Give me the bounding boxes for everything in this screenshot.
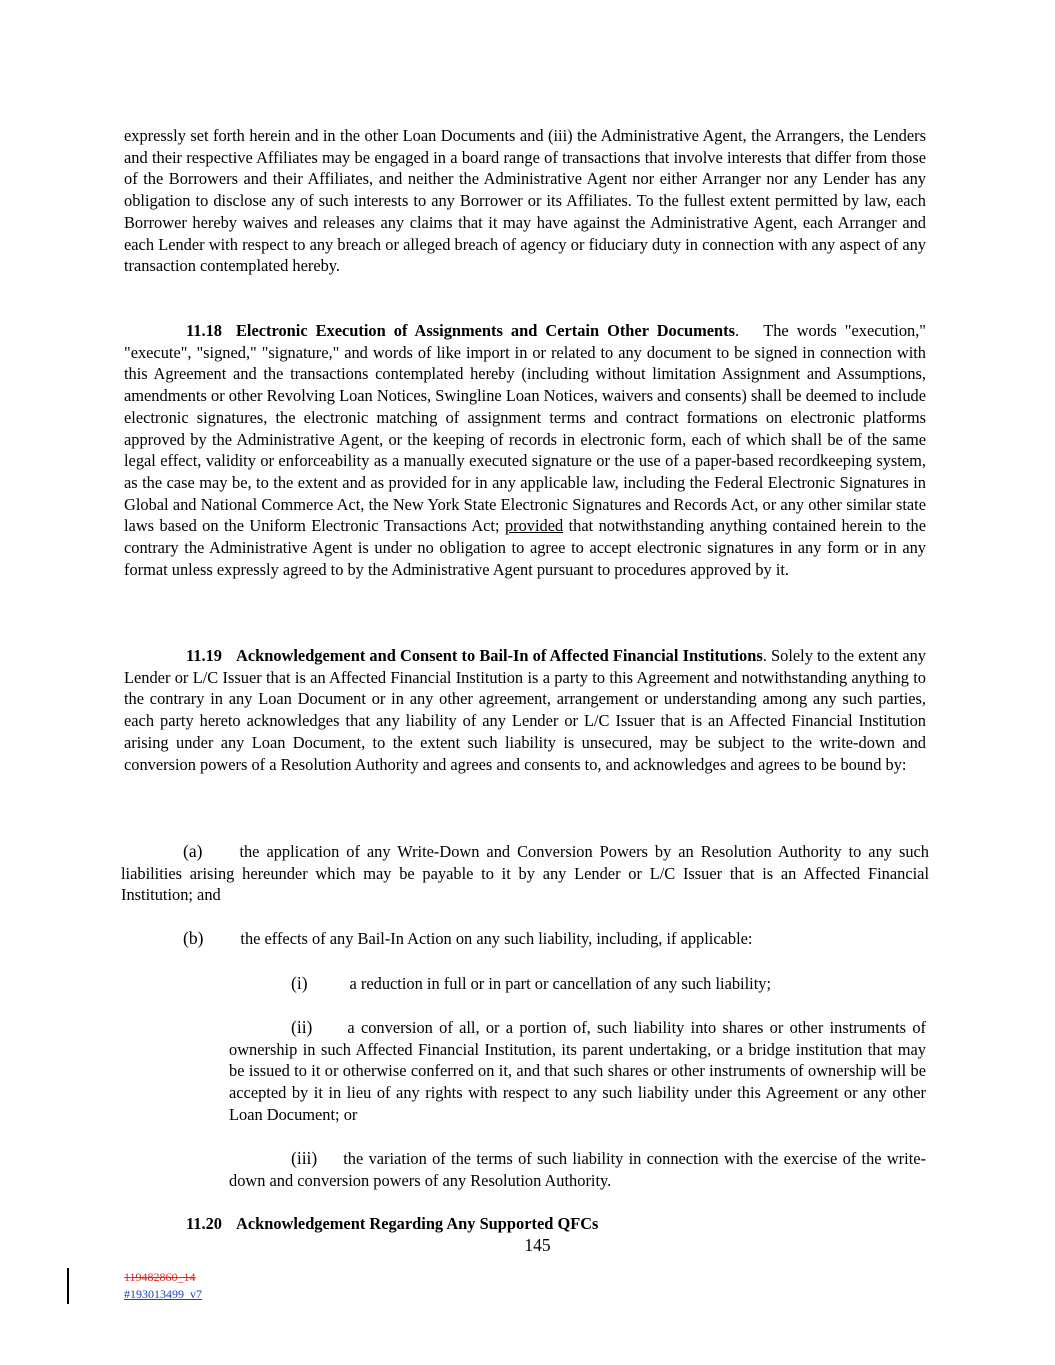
provided-term: provided	[504, 516, 564, 536]
item-b-text: the effects of any Bail-In Action on any such liability, including, if applicable:	[240, 929, 753, 948]
section-11-19	[124, 645, 926, 775]
item-i-text: a reduction in full or in part or cancellation of any such liability;	[349, 974, 772, 993]
section-11-19-number: 11.19	[186, 646, 222, 665]
section-11-18-text-after: that notwithstanding anything contained herein to the contrary the Administrative Agent is under no obligation to agree to accept electronic signatures in any form or in any format unless expressly agreed to by the Administrative Agent pursuant to procedures approved by it.	[124, 516, 927, 579]
section-11-20	[186, 1213, 598, 1235]
item-iii	[229, 1148, 926, 1191]
continuation-paragraph	[124, 125, 926, 277]
item-i-label: (i)	[291, 973, 308, 993]
section-11-19-heading: Acknowledgement and Consent to Bail-In of Affected Financial Institutions	[235, 646, 763, 665]
section-11-18-text-before: The words "execution," "execute", "signed," "signature," and words of like import in or related to any document to be signed in connection with this Agreement and the transactions contemplated hereby (including without limitation Assignment and Assumptions, amendments or other Revolving Loan Notices, Swingline Loan Notices, waivers and consents) shall be deemed to include electronic signatures, the electronic matching of assignment terms and contract formations on electronic platforms approved by the Administrative Agent, or the keeping of records in electronic form, each of which shall be of the same legal effect, validity or enforceability as a manually executed signature or the use of a paper-based recordkeeping system, as the case may be, to the extent and as provided for in any applicable law, including the Federal Electronic Signatures in Global and National Commerce Act, the New York State Electronic Signatures and Records Act, or any other similar state laws based on the Uniform Electronic Transactions Act;	[124, 321, 926, 536]
change-bar	[67, 1268, 69, 1304]
item-iii-label: (iii)	[291, 1148, 318, 1168]
item-iii-text: the variation of the terms of such liability in connection with the exercise of the write-down and conversion powers of any Resolution Authority.	[229, 1149, 926, 1190]
section-11-19-text: Solely to the extent any Lender or L/C Issuer that is an Affected Financial Institution is a party to this Agreement and notwithstanding anything to the contrary in any Loan Document or in any other agreement, arrangement or understanding among any such parties, each party hereto acknowledges that any liability of any Lender or L/C Issuer that is an Affected Financial Institution arising under any Loan Document, to the extent such liability is unsecured, may be subject to the write-down and conversion powers of a Resolution Authority and agrees and consents to, and acknowledges and agrees to be bound by:	[124, 646, 926, 774]
page-number: 145	[524, 1235, 551, 1255]
section-11-20-heading: Acknowledgement Regarding Any Supported QFCs	[235, 1214, 599, 1233]
item-ii-label: (ii)	[291, 1017, 313, 1037]
item-a	[121, 841, 929, 906]
continuation-text: expressly set forth herein and in the other Loan Documents and (iii) the Administrative Agent, the Arrangers, the Lenders and their respective Affiliates may be engaged in a board range of transactions that involve interests that differ from those of the Borrowers and their Affiliates, and neither the Administrative Agent nor either Arranger nor any Lender has any obligation to disclose any of such interests to any Borrower or its Affiliates. To the fullest extent permitted by law, each Borrower hereby waives and releases any claims that it may have against the Administrative Agent, each Arranger and each Lender with respect to any breach or alleged breach of agency or fiduciary duty in connection with any aspect of any transaction contemplated hereby.	[124, 126, 926, 276]
item-b	[183, 928, 752, 950]
item-ii-text: a conversion of all, or a portion of, such liability into shares or other instruments of ownership in such Affected Financial Institution, its parent undertaking, or a bridge institution that may be issued to it or otherwise conferred on it, and that such shares or other instruments of ownership will be accepted by it in lieu of any rights with respect to any such liability under this Agreement or any other Loan Document; or	[229, 1018, 926, 1124]
item-a-text: the application of any Write-Down and Conversion Powers by an Resolution Authority to any such liabilities arising hereunder which may be payable to it by any Lender or L/C Issuer that is an Affected Financial Institution; and	[121, 842, 929, 905]
section-11-18-heading: Electronic Execution of Assignments and Certain Other Documents	[235, 321, 736, 340]
item-ii	[229, 1017, 926, 1126]
section-11-18-number: 11.18	[186, 321, 222, 340]
item-a-label: (a)	[183, 841, 203, 861]
deleted-doc-id: 119482860_14	[124, 1270, 196, 1284]
section-11-18-heading-end: .	[735, 321, 740, 340]
inserted-doc-id: #193013499_v7	[124, 1287, 202, 1301]
section-11-18	[124, 320, 926, 580]
item-i	[291, 973, 771, 995]
section-11-20-number: 11.20	[186, 1214, 222, 1233]
item-b-label: (b)	[183, 928, 204, 948]
section-11-19-heading-end: .	[762, 646, 767, 665]
